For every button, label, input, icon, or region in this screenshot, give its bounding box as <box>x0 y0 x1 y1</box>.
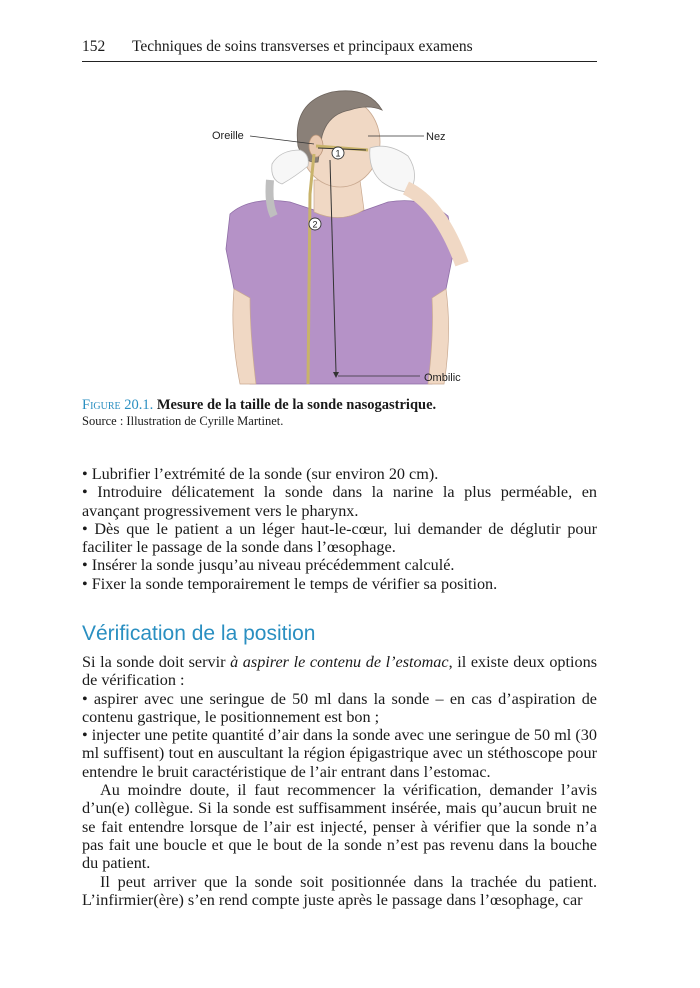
intro-start: Si la sonde doit servir <box>82 653 231 671</box>
section-heading: Vérification de la position <box>82 622 316 645</box>
option-item: • injecter une petite quantité d’air dans la sonde avec une seringue de 50 ml (30 ml suffisent) tout en auscultant la région épigastrique avec un stéthoscope pour entendre le bruit caractéristique de l’air entrant dans l’estomac. <box>82 726 597 781</box>
paragraph-trachea: Il peut arriver que la sonde soit positionnée dans la trachée du patient. L’infirmier(ère) s’en rend compte juste après le passage dans l’œsophage, car <box>82 872 597 909</box>
step-item: • Lubrifier l’extrémité de la sonde (sur environ 20 cm). <box>82 465 439 483</box>
figure-source: Source : Illustration de Cyrille Martinet. <box>82 414 284 428</box>
running-header <box>82 38 597 62</box>
intro-paragraph <box>82 653 597 690</box>
step-item: • Insérer la sonde jusqu’au niveau précédemment calculé. <box>82 556 455 575</box>
nasogastric-measure-illustration <box>210 84 472 386</box>
step-item: • Introduire délicatement la sonde dans la narine la plus perméable, en avançant progressivement vers le pharynx. <box>82 483 597 520</box>
steps-list <box>82 465 597 593</box>
intro-emphasis: à aspirer le contenu de l’estomac <box>230 653 449 671</box>
figure-caption <box>82 397 602 429</box>
running-title: Techniques de soins transverses et principaux examens <box>132 38 473 55</box>
paragraph-doubt: Au moindre doute, il faut recommencer la vérification, demander l’avis d’un(e) collègue. Si la sonde est suffisamment insérée, mais qu’aucun bruit ne se fait entendre lorsque de l’air est injecté, penser à vérifier que la sonde n’a pas fait une boucle et que le bout de la sonde n’est pas revenu dans la bouche du patient. <box>82 781 597 873</box>
step-item: • Dès que le patient a un léger haut-le-cœur, lui demander de déglutir pour faciliter le passage de la sonde dans l’œsophage. <box>82 519 597 557</box>
shirt-shape <box>226 201 454 385</box>
figure-title: Mesure de la taille de la sonde nasogastrique. <box>156 397 437 413</box>
page-number: 152 <box>82 38 106 55</box>
figure-number: Figure 20.1. <box>82 397 154 413</box>
option-item: • aspirer avec une seringue de 50 ml dans la sonde – en cas d’aspiration de contenu gastrique, le positionnement est bon ; <box>82 689 597 726</box>
label-nez: Nez <box>426 131 446 143</box>
intro-end: , il existe deux options de vérification : <box>82 653 598 690</box>
marker-2-text: 2 <box>312 219 318 230</box>
figure-illustration <box>210 84 472 386</box>
step-item: • Fixer la sonde temporairement le temps de vérifier sa position. <box>82 574 498 593</box>
left-glove-shape <box>272 150 309 184</box>
left-forearm-glove <box>270 180 275 216</box>
marker-1-text: 1 <box>335 148 341 159</box>
label-ombilic: Ombilic <box>424 372 461 384</box>
section-body <box>82 653 597 909</box>
label-oreille: Oreille <box>212 130 244 142</box>
